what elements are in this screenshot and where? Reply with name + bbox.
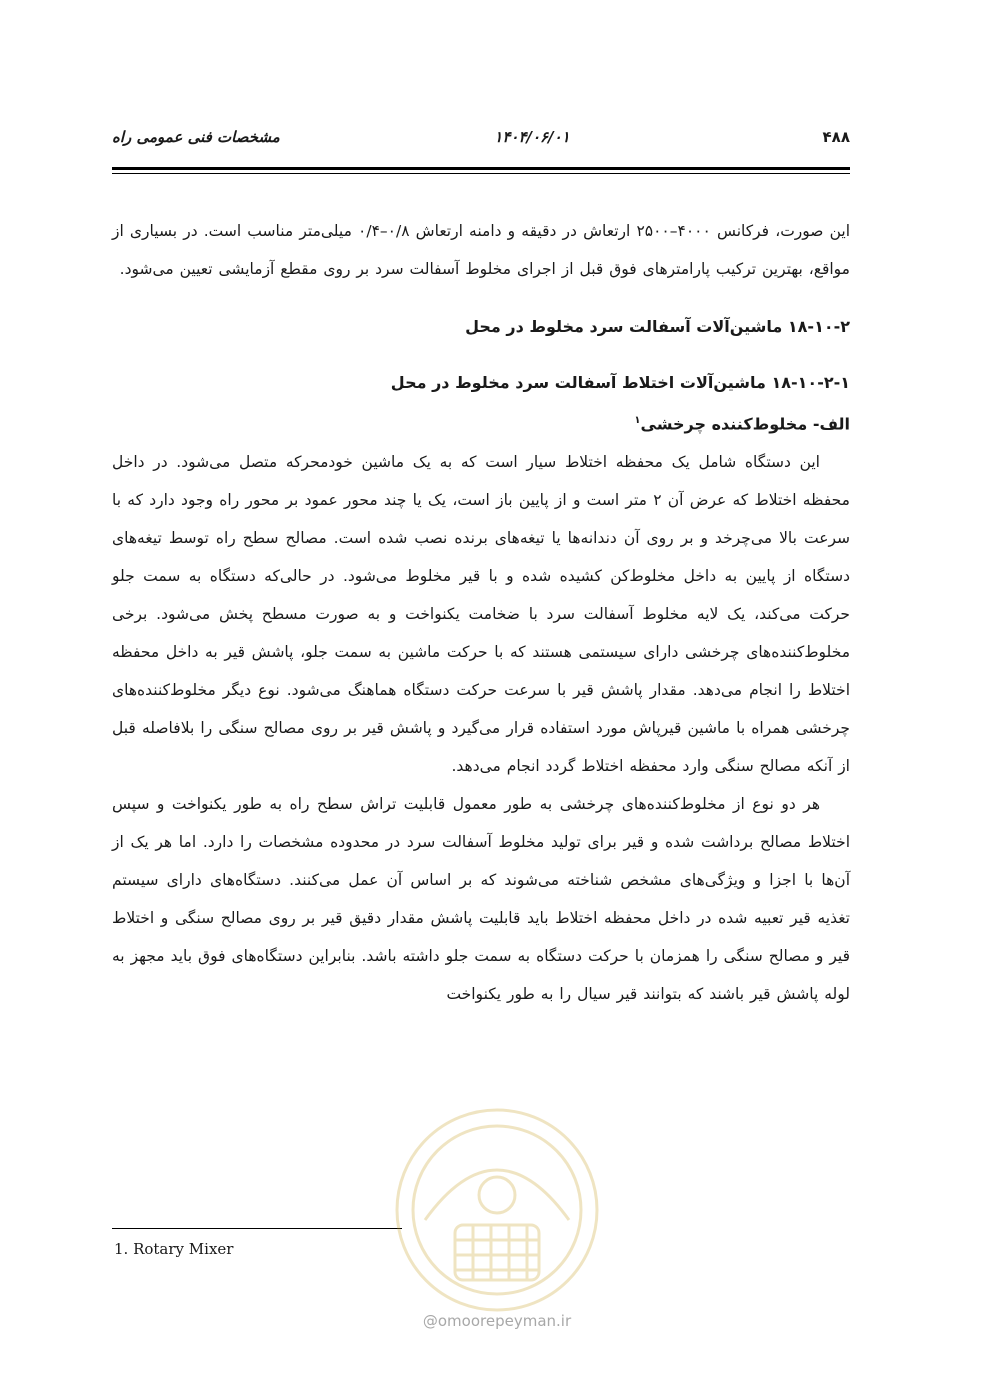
footnote-reference[interactable]: ۱ — [634, 415, 641, 426]
paragraph-1: این صورت، فرکانس ۴۰۰۰–۲۵۰۰ ارتعاش در دقیقه و دامنه ارتعاش ۰/۸–۰/۴ میلی‌متر مناسب است. در بسیاری از مواقع، بهترین ترکیب پارامترهای فوق قبل از اجرای مخلوط آسفالت سرد بر روی مقطع آزمایشی تعیین می‌شود. — [112, 222, 851, 278]
page-body — [112, 212, 850, 1013]
watermark-seal-icon — [385, 1100, 610, 1320]
header-rule-thick — [112, 167, 850, 170]
page-header — [112, 128, 850, 156]
subsection-heading-18-10-2-1: ۱۸-۱۰-۲-۱ ماشین‌آلات اختلاط آسفالت سرد مخلوط در محل — [390, 373, 850, 392]
paragraph-3: هر دو نوع از مخلوط‌کننده‌های چرخشی به طور معمول قابلیت تراش سطح راه به طور یکنواخت و سپس اختلاط مصالح برداشت شده و قیر برای تولید مخلوط آسفالت سرد در محدوده مشخصات را دارد. اما هر یک از آن‌ها با اجزا و ویژگی‌های مشخص شناخته می‌شوند که بر اساس آن عمل می‌کنند. دستگاه‌های دارای سیستم تغذیه قیر تعبیه شده در داخل محفظه اختلاط باید قابلیت پاشش مقدار دقیق قیر بر روی مصالح سنگی و اختلاط قیر و مصالح سنگی را همزمان با حرکت دستگاه به سمت جلو داشته باشد. بنابراین دستگاه‌های فوق باید مجهز به لوله پاشش قیر باشند که بتوانند قیر سیال را به طور یکنواخت — [112, 795, 850, 1004]
item-heading-text: الف- مخلوط‌کننده چرخشی — [640, 414, 850, 434]
page-number: ۴۸۸ — [822, 128, 850, 146]
paragraph-2: این دستگاه شامل یک محفظه اختلاط سیار است که به یک ماشین خودمحرکه متصل می‌شود. در داخل محفظه اختلاط که عرض آن ۲ متر است و از پایین باز است، یک یا چند محور عمود بر محور راه وجود دارد که با سرعت بالا می‌چرخد و بر روی آن دندانه‌ها یا تیغه‌های برنده نصب شده است. مصالح سطح راه توسط تیغه‌های دستگاه از پایین به داخل مخلوط‌کن کشیده شده و با قیر مخلوط می‌شود. در حالی‌که دستگاه به سمت جلو حرکت می‌کند، یک لایه مخلوط آسفالت سرد با ضخامت یکنواخت و به صورت مسطح پخش می‌شود. برخی مخلوط‌کننده‌های چرخشی دارای سیستمی هستند که با حرکت ماشین به سمت جلو، پاشش قیر به داخل محفظه اختلاط را انجام می‌دهد. مقدار پاشش قیر با سرعت حرکت دستگاه هماهنگ می‌شود. نوع دیگر مخلوط‌کننده‌های چرخشی همراه با ماشین قیرپاش مورد استفاده قرار می‌گیرد و پاشش قیر بر روی مصالح سنگی را بلافاصله قبل از آنکه مصالح سنگی وارد محفظه اختلاط گردد انجام می‌دهد. — [112, 453, 850, 776]
header-title: مشخصات فنی عمومی راه — [112, 128, 280, 146]
header-date: ۱۴۰۴/۰۶/۰۱ — [494, 128, 570, 146]
watermark-url: @omoorepeyman.ir — [422, 1312, 572, 1330]
item-heading-rotary-mixer — [112, 402, 850, 443]
footnote-divider — [112, 1228, 402, 1229]
header-rule-thin — [112, 173, 850, 174]
footnote-1: 1. Rotary Mixer — [114, 1240, 234, 1258]
section-heading-18-10-2: ۱۸-۱۰-۲ ماشین‌آلات آسفالت سرد مخلوط در محل — [465, 317, 850, 336]
